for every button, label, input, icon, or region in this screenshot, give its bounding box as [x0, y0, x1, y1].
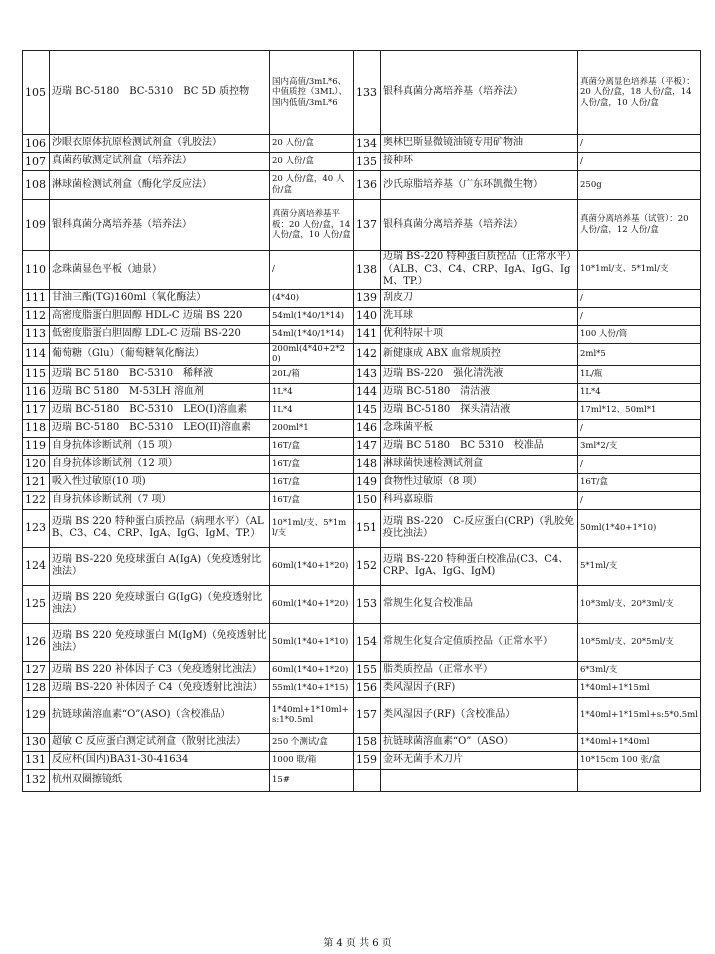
item-name: 沙氏琼脂培养基（广东环凯微生物） [381, 171, 578, 200]
item-number: 114 [23, 343, 50, 365]
item-name: 迈瑞 BS-220 C-反应蛋白(CRP)（乳胶免疫比浊法） [381, 509, 578, 547]
table-row [23, 679, 701, 697]
item-name: 抗链球菌溶血素“O”（ASO） [381, 733, 578, 751]
item-spec: 16T/盒 [270, 491, 354, 509]
item-number: 123 [23, 509, 50, 547]
item-number: 139 [354, 289, 381, 307]
item-spec: 15# [270, 769, 354, 791]
item-number: 117 [23, 401, 50, 419]
table-row [23, 251, 701, 290]
item-name: 低密度脂蛋白胆固醇 LDL-C 迈瑞 BS-220 [50, 325, 270, 343]
item-number: 119 [23, 437, 50, 455]
item-spec: 1*40ml+1*10ml+s:1*0.5ml [270, 697, 354, 733]
table-row [23, 51, 701, 135]
item-spec: 16T/盒 [270, 437, 354, 455]
item-spec: 真菌分离显色培养基（平板）：20 人份/盒，18 人份/盒，14 人份/盒，10 人份/盒 [578, 51, 701, 135]
item-number: 129 [23, 697, 50, 733]
item-spec: 20 人份/盒 [270, 153, 354, 171]
item-name: 迈瑞 BS-220 特种蛋白校准品(C3、C4、CRP、IgA、IgG、IgM) [381, 547, 578, 585]
item-name: 迈瑞 BC-5180 BC-5310 LEO(I)溶血素 [50, 401, 270, 419]
item-number: 140 [354, 307, 381, 325]
item-name: 新健康成 ABX 血常规质控 [381, 343, 578, 365]
item-number: 113 [23, 325, 50, 343]
item-name: 自身抗体诊断试剂（12 项） [50, 455, 270, 473]
item-name: 类风湿因子(RF) [381, 679, 578, 697]
item-number: 125 [23, 585, 50, 623]
item-spec: / [578, 307, 701, 325]
table-row [23, 383, 701, 401]
item-number: 126 [23, 623, 50, 661]
item-spec: 200ml*1 [270, 419, 354, 437]
item-number: 120 [23, 455, 50, 473]
table-row [23, 289, 701, 307]
item-number: 149 [354, 473, 381, 491]
item-spec: 1*40ml+1*15ml+s:5*0.5ml [578, 697, 701, 733]
item-name: 葡萄糖（Glu）（葡萄糖氧化酶法） [50, 343, 270, 365]
item-spec: 1*40ml+1*15ml [578, 679, 701, 697]
item-number: 110 [23, 251, 50, 290]
item-spec: / [270, 251, 354, 290]
item-spec: 54ml(1*40/1*14) [270, 325, 354, 343]
item-number: 121 [23, 473, 50, 491]
item-spec: 5*1ml/支 [578, 547, 701, 585]
table-row [23, 153, 701, 171]
item-name: 接种环 [381, 153, 578, 171]
table-row [23, 135, 701, 153]
item-number: 122 [23, 491, 50, 509]
item-name: 奥林巴斯显微镜油镜专用矿物油 [381, 135, 578, 153]
item-number: 128 [23, 679, 50, 697]
item-spec: 16T/盒 [270, 455, 354, 473]
item-name: 迈瑞 BS-220 特种蛋白质控品（正常水平）（ALB、C3、C4、CRP、IgA、IgG、IgM、TP.） [381, 251, 578, 290]
item-number: 151 [354, 509, 381, 547]
item-name: 迈瑞 BS 220 特种蛋白质控品（病理水平）（ALB、C3、C4、CRP、IgA、IgG、IgM、TP.） [50, 509, 270, 547]
item-spec: 3ml*2/支 [578, 437, 701, 455]
item-name: 自身抗体诊断试剂（7 项） [50, 491, 270, 509]
item-name: 银科真菌分离培养基（培养法） [381, 51, 578, 135]
item-number: 158 [354, 733, 381, 751]
item-number: 141 [354, 325, 381, 343]
item-spec: 1000 联/箱 [270, 751, 354, 769]
item-number: 115 [23, 365, 50, 383]
item-spec: / [578, 419, 701, 437]
item-spec: / [578, 135, 701, 153]
item-spec: 55ml(1*40+1*15) [270, 679, 354, 697]
item-number: 124 [23, 547, 50, 585]
item-name: 迈瑞 BS-220 补体因子 C4（免疫透射比浊法） [50, 679, 270, 697]
item-name: 迈瑞 BC 5180 M-53LH 溶血剂 [50, 383, 270, 401]
item-name: 超敏 C 反应蛋白测定试剂盒（散射比浊法） [50, 733, 270, 751]
item-number: 111 [23, 289, 50, 307]
item-name: 迈瑞 BC-5180 探头清洁液 [381, 401, 578, 419]
item-number: 137 [354, 200, 381, 251]
item-name: 迈瑞 BS-220 免疫球蛋白 A(IgA)（免疫透射比浊法） [50, 547, 270, 585]
item-name: 淋球菌检测试剂盒（酶化学反应法） [50, 171, 270, 200]
item-number: 144 [354, 383, 381, 401]
table-row [23, 769, 701, 791]
item-name: 迈瑞 BS 220 补体因子 C3（免疫透射比浊法） [50, 661, 270, 679]
item-name: 脂类质控品（正常水平） [381, 661, 578, 679]
item-name: 优利特尿十项 [381, 325, 578, 343]
item-name: 淋球菌快速检测试剂盒 [381, 455, 578, 473]
item-name: 迈瑞 BC 5180 BC 5310 校准品 [381, 437, 578, 455]
table-row [23, 325, 701, 343]
item-name: 洗耳球 [381, 307, 578, 325]
table-row [23, 509, 701, 547]
item-spec: 10*5ml/支、20*5ml/支 [578, 623, 701, 661]
item-spec: 真菌分离培养基平板：20 人份/盒，14 人份/盒，10 人份/盒 [270, 200, 354, 251]
table-row [23, 171, 701, 200]
item-number: 108 [23, 171, 50, 200]
item-name: 高密度脂蛋白胆固醇 HDL-C 迈瑞 BS 220 [50, 307, 270, 325]
item-spec: 100 人份/筒 [578, 325, 701, 343]
item-name: 迈瑞 BS 220 免疫球蛋白 G(IgG)（免疫透射比浊法） [50, 585, 270, 623]
item-number: 146 [354, 419, 381, 437]
item-number: 131 [23, 751, 50, 769]
item-spec: 国内高值/3mL*6、中值质控（3ML）、国内低值/3mL*6 [270, 51, 354, 135]
item-number: 135 [354, 153, 381, 171]
item-name: 沙眼衣原体抗原检测试剂盒（乳胶法） [50, 135, 270, 153]
item-spec: 54ml(1*40/1*14) [270, 307, 354, 325]
item-spec: / [578, 153, 701, 171]
item-spec: 17ml*12、50ml*1 [578, 401, 701, 419]
table-row [23, 697, 701, 733]
item-number: 130 [23, 733, 50, 751]
page-footer: 第 4 页 共 6 页 [323, 938, 392, 949]
item-number: 133 [354, 51, 381, 135]
item-number: 143 [354, 365, 381, 383]
item-spec: 20L/箱 [270, 365, 354, 383]
item-spec: 6*3ml/支 [578, 661, 701, 679]
item-name: 科玛嘉琼脂 [381, 491, 578, 509]
item-name: 反应杯(国内)BA31-30-41634 [50, 751, 270, 769]
item-spec: 250g [578, 171, 701, 200]
item-name: 常规生化复合校准品 [381, 585, 578, 623]
item-name: 常规生化复合定值质控品（正常水平） [381, 623, 578, 661]
item-number: 142 [354, 343, 381, 365]
item-spec: (4*40) [270, 289, 354, 307]
item-name: 抗链球菌溶血素“O”(ASO)（含校准品） [50, 697, 270, 733]
item-number: 107 [23, 153, 50, 171]
table-row [23, 419, 701, 437]
item-number: 154 [354, 623, 381, 661]
item-spec: 10*3ml/支、20*3ml/支 [578, 585, 701, 623]
table-row [23, 623, 701, 661]
item-name: 念珠菌显色平板（迪景） [50, 251, 270, 290]
item-spec: 50ml(1*40+1*10) [578, 509, 701, 547]
item-number: 116 [23, 383, 50, 401]
item-number: 134 [354, 135, 381, 153]
item-spec: 1*40ml+1*40ml [578, 733, 701, 751]
item-number: 156 [354, 679, 381, 697]
item-number: 105 [23, 51, 50, 135]
item-number: 159 [354, 751, 381, 769]
item-spec: 16T/盒 [578, 473, 701, 491]
item-spec: 60ml(1*40+1*20) [270, 661, 354, 679]
table-row [23, 401, 701, 419]
item-spec: 1L*4 [270, 383, 354, 401]
item-spec: 20 人份/盒 [270, 135, 354, 153]
item-name: 食物性过敏原（8 项） [381, 473, 578, 491]
item-name: 金环无菌手术刀片 [381, 751, 578, 769]
table-row [23, 547, 701, 585]
item-number: 132 [23, 769, 50, 791]
item-number: 150 [354, 491, 381, 509]
item-name: 迈瑞 BS 220 免疫球蛋白 M(IgM)（免疫透射比浊法） [50, 623, 270, 661]
item-spec: 1L/瓶 [578, 365, 701, 383]
item-spec: 10*1ml/支、5*1ml/支 [270, 509, 354, 547]
table-row [23, 365, 701, 383]
item-name: 吸入性过敏原(10 项) [50, 473, 270, 491]
item-spec: / [578, 289, 701, 307]
item-name: 银科真菌分离培养基（培养法） [381, 200, 578, 251]
item-name: 迈瑞 BC 5180 BC-5310 稀释液 [50, 365, 270, 383]
table-row [23, 437, 701, 455]
item-spec: 10*1ml/支、5*1ml/支 [578, 251, 701, 290]
item-number: 112 [23, 307, 50, 325]
item-number: 148 [354, 455, 381, 473]
item-number: 138 [354, 251, 381, 290]
item-name [381, 769, 578, 791]
item-spec: 200ml(4*40+2*20) [270, 343, 354, 365]
table-row [23, 200, 701, 251]
item-number [354, 769, 381, 791]
item-name: 甘油三酯(TG)160ml（氧化酶法） [50, 289, 270, 307]
item-spec: 真菌分离培养基（试管）：20 人份/盒，12 人份/盒 [578, 200, 701, 251]
item-name: 刮皮刀 [381, 289, 578, 307]
item-number: 152 [354, 547, 381, 585]
item-name: 自身抗体诊断试剂（15 项） [50, 437, 270, 455]
item-spec: / [578, 491, 701, 509]
item-spec: 20 人份/盒，40 人份/盒 [270, 171, 354, 200]
item-number: 118 [23, 419, 50, 437]
item-spec: 2ml*5 [578, 343, 701, 365]
item-spec: 50ml(1*40+1*10) [270, 623, 354, 661]
item-name: 迈瑞 BC-5180 清洁液 [381, 383, 578, 401]
item-name: 银科真菌分离培养基（培养法） [50, 200, 270, 251]
item-number: 106 [23, 135, 50, 153]
item-spec: 60ml(1*40+1*20) [270, 585, 354, 623]
table-row [23, 751, 701, 769]
table-row [23, 307, 701, 325]
item-number: 155 [354, 661, 381, 679]
item-name: 类风湿因子(RF)（含校准品） [381, 697, 578, 733]
table-row [23, 473, 701, 491]
item-number: 127 [23, 661, 50, 679]
item-spec: 1L*4 [578, 383, 701, 401]
table-row [23, 491, 701, 509]
item-number: 109 [23, 200, 50, 251]
item-spec: 10*15cm 100 张/盒 [578, 751, 701, 769]
item-number: 145 [354, 401, 381, 419]
item-table [22, 50, 701, 792]
item-spec: / [578, 455, 701, 473]
item-name: 念珠菌平板 [381, 419, 578, 437]
item-name: 真菌药敏测定试剂盒（培养法） [50, 153, 270, 171]
table-row [23, 661, 701, 679]
item-spec: 60ml(1*40+1*20) [270, 547, 354, 585]
item-number: 147 [354, 437, 381, 455]
item-number: 153 [354, 585, 381, 623]
item-spec: 250 个测试/盒 [270, 733, 354, 751]
table-row [23, 343, 701, 365]
item-spec: 1L*4 [270, 401, 354, 419]
table-row [23, 585, 701, 623]
item-name: 迈瑞 BC-5180 BC-5310 LEO(II)溶血素 [50, 419, 270, 437]
table-row [23, 733, 701, 751]
table-row [23, 455, 701, 473]
item-name: 迈瑞 BC-5180 BC-5310 BC 5D 质控物 [50, 51, 270, 135]
item-name: 迈瑞 BS-220 强化清洗液 [381, 365, 578, 383]
item-number: 136 [354, 171, 381, 200]
item-number: 157 [354, 697, 381, 733]
item-name: 杭州双圈擦镜纸 [50, 769, 270, 791]
item-spec [578, 769, 701, 791]
item-spec: 16T/盒 [270, 473, 354, 491]
